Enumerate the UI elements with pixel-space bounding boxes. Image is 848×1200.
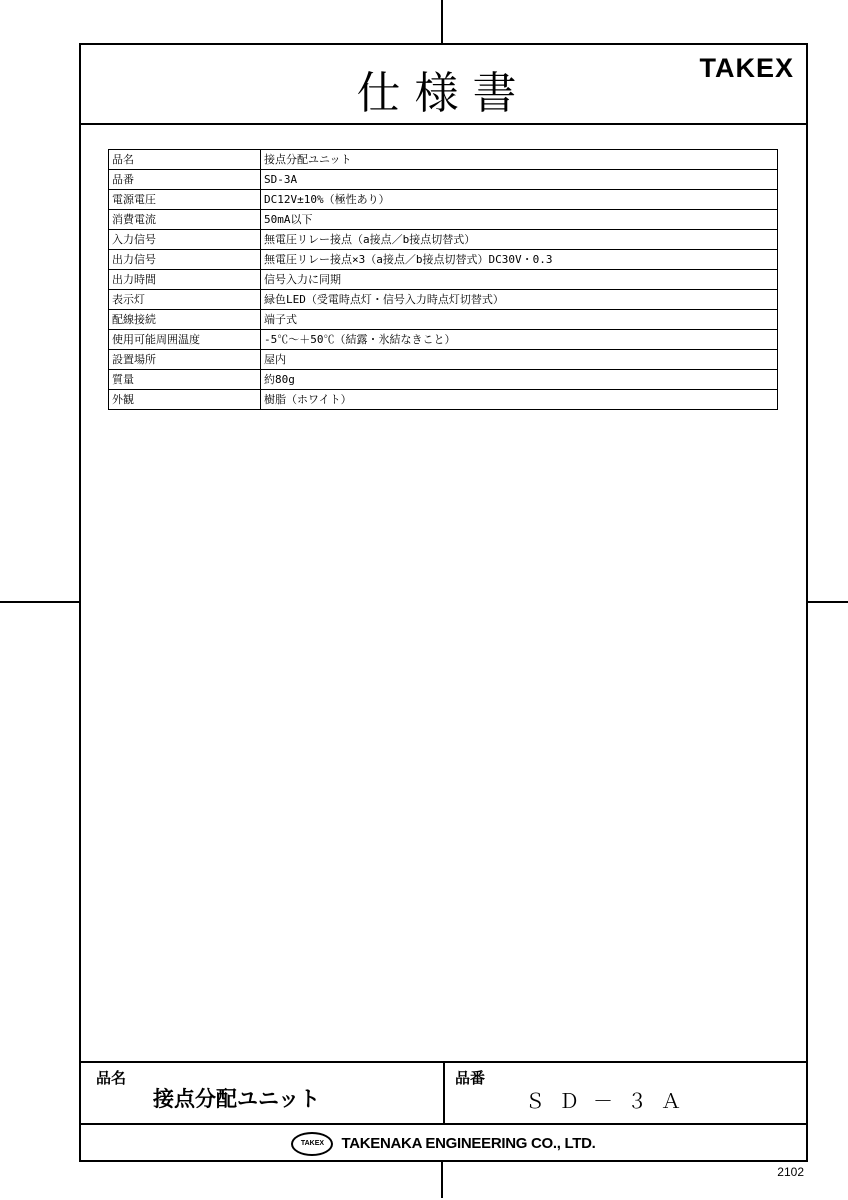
document-title: 仕様書: [356, 68, 531, 119]
document-number: 2102: [777, 1165, 804, 1179]
product-name-label: 品名: [96, 1069, 127, 1087]
spec-value: 接点分配ユニット: [261, 150, 778, 170]
spec-key: 設置場所: [109, 350, 261, 370]
spec-key: 品番: [109, 170, 261, 190]
spec-key: 入力信号: [109, 230, 261, 250]
sheet-header: [81, 45, 806, 125]
spec-value: DC12V±10%（極性あり）: [261, 190, 778, 210]
spec-key: 出力信号: [109, 250, 261, 270]
spec-row: [109, 150, 778, 170]
spec-value: -5℃～＋50℃（結露・氷結なきこと）: [261, 330, 778, 350]
company-logo: TAKEX: [291, 1132, 333, 1156]
spec-key: 質量: [109, 370, 261, 390]
spec-row: [109, 230, 778, 250]
spec-table: [108, 149, 778, 410]
spec-row: [109, 190, 778, 210]
spec-value: 無電圧リレー接点（a接点／b接点切替式）: [261, 230, 778, 250]
spec-sheet: [79, 43, 808, 1162]
product-name-value: 接点分配ユニット: [153, 1087, 321, 1111]
spec-key: 使用可能周囲温度: [109, 330, 261, 350]
spec-value: SD-3A: [261, 170, 778, 190]
spec-key: 出力時間: [109, 270, 261, 290]
spec-value: 50mA以下: [261, 210, 778, 230]
product-code-label: 品番: [455, 1069, 486, 1087]
company-row: [81, 1125, 806, 1162]
spec-row: [109, 310, 778, 330]
spec-value: 屋内: [261, 350, 778, 370]
spec-row: [109, 210, 778, 230]
crop-mark-top: [441, 0, 443, 45]
spec-row: [109, 270, 778, 290]
spec-row: [109, 290, 778, 310]
spec-value: 端子式: [261, 310, 778, 330]
title-block: [81, 1061, 806, 1162]
product-name-cell: [81, 1063, 445, 1125]
spec-value: 信号入力に同期: [261, 270, 778, 290]
crop-mark-right: [806, 601, 848, 603]
spec-value: 緑色LED（受電時点灯・信号入力時点灯切替式）: [261, 290, 778, 310]
spec-key: 消費電流: [109, 210, 261, 230]
brand-logo: TAKEX: [699, 53, 794, 83]
spec-row: [109, 370, 778, 390]
spec-key: 外観: [109, 390, 261, 410]
spec-row: [109, 330, 778, 350]
spec-key: 品名: [109, 150, 261, 170]
spec-row: [109, 250, 778, 270]
crop-mark-bottom: [441, 1160, 443, 1198]
spec-key: 配線接続: [109, 310, 261, 330]
spec-key: 表示灯: [109, 290, 261, 310]
spec-value: 無電圧リレー接点×3（a接点／b接点切替式）DC30V・0.3: [261, 250, 778, 270]
spec-row: [109, 390, 778, 410]
spec-row: [109, 350, 778, 370]
company-name: TAKENAKA ENGINEERING CO., LTD.: [341, 1135, 596, 1152]
product-code-cell: [445, 1063, 806, 1125]
spec-value: 約80g: [261, 370, 778, 390]
crop-mark-left: [0, 601, 80, 603]
spec-value: 樹脂（ホワイト）: [261, 390, 778, 410]
spec-row: [109, 170, 778, 190]
product-code-value: ＳＤ－３Ａ: [525, 1089, 695, 1113]
spec-key: 電源電圧: [109, 190, 261, 210]
